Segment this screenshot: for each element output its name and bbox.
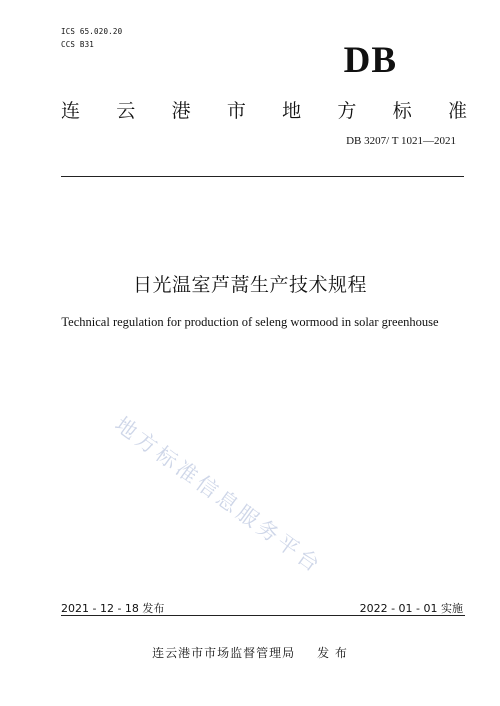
db-logo: DB — [343, 40, 397, 81]
standard-type-char: 标 — [392, 100, 412, 122]
header-divider — [61, 176, 464, 177]
standard-type-char: 连 — [61, 100, 81, 122]
ccs-code: CCS B31 — [61, 40, 95, 49]
ics-code: ICS 65.020.20 — [61, 27, 123, 36]
issuer-line — [0, 644, 500, 661]
issue-date: 2021 - 12 - 18 发布 — [61, 602, 165, 615]
issuing-authority: 连云港市市场监督管理局 — [152, 646, 296, 660]
standard-type-char: 方 — [337, 100, 357, 122]
standard-type-char: 市 — [226, 100, 246, 122]
watermark: 地方标准信息服务平台 — [110, 412, 327, 579]
standard-type-char: 地 — [282, 100, 302, 122]
implementation-date: 2022 - 01 - 01 实施 — [359, 602, 463, 615]
footer-divider — [61, 615, 465, 616]
issue-action: 发 布 — [317, 646, 348, 660]
standard-number: DB 3207/ T 1021—2021 — [346, 135, 456, 147]
standard-type-char: 准 — [447, 100, 467, 122]
document-title-en: Technical regulation for production of seleng wormood in solar greenhouse — [61, 315, 439, 329]
document-title-zh: 日光温室芦蒿生产技术规程 — [132, 274, 367, 296]
standard-type-char: 港 — [171, 100, 191, 122]
standard-type-char: 云 — [116, 100, 136, 122]
standard-type-title — [61, 96, 467, 123]
